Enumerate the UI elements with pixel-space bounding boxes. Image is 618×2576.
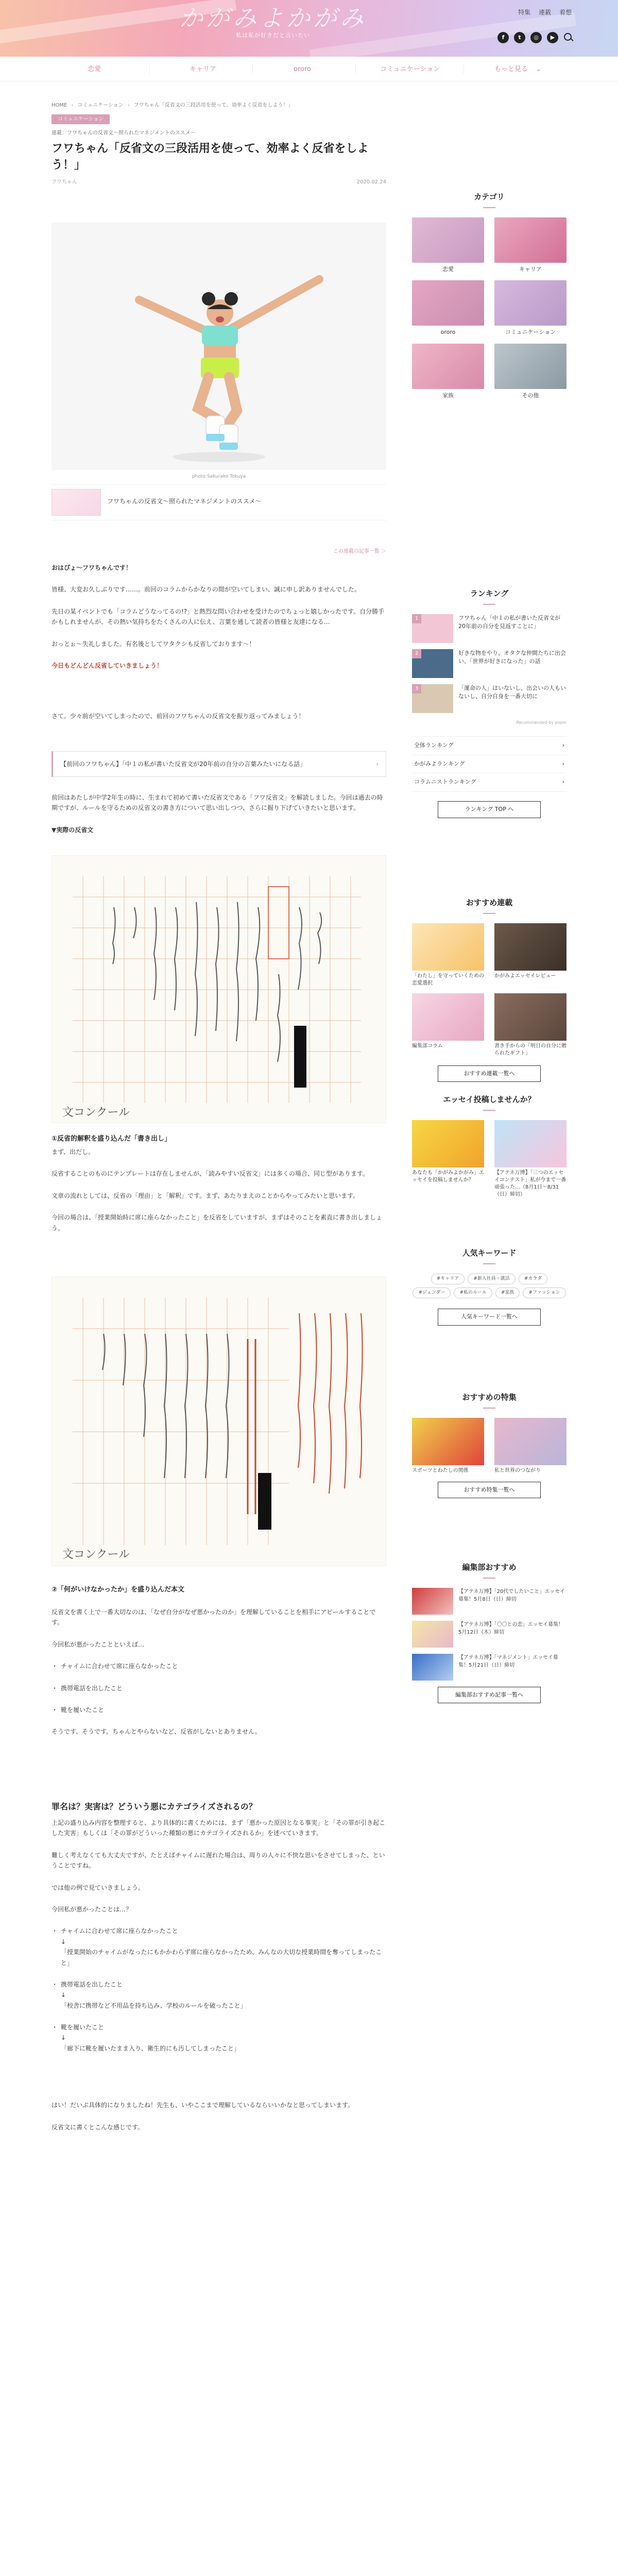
bullet-list bbox=[52, 1926, 386, 2054]
sidebar-heading: ランキング bbox=[412, 587, 566, 605]
ranking-item[interactable]: 2 好きな物をやり、オタクな仲間たちに出会い、「世界が好きになった」の話 bbox=[412, 649, 566, 678]
keyword-chip[interactable]: #カラダ bbox=[519, 1274, 547, 1284]
article-meta bbox=[52, 178, 386, 187]
list-item: ・ チャイムに合わせて席に座らなかったこと bbox=[52, 1661, 386, 1671]
paragraph: 文章の流れとしては、反省の「理由」と「解釈」です。まず、あたりまえのことからやってみたいと思います。 bbox=[52, 1192, 359, 1199]
header-links bbox=[518, 7, 572, 18]
section-heading: ①反省的解釈を盛り込んだ「書き出し」 bbox=[52, 1135, 171, 1143]
article-title: フワちゃん「反省文の三段活用を使って、効率よく反省をしよう！」 bbox=[52, 142, 369, 172]
category-card[interactable]: ororo bbox=[412, 280, 484, 337]
instagram-icon[interactable]: ◎ bbox=[530, 32, 542, 43]
svg-text:文コンクール: 文コンクール bbox=[62, 1106, 130, 1119]
sidebar-recommended-series bbox=[412, 896, 566, 1082]
sidebar-heading: カテゴリ bbox=[412, 191, 566, 208]
sidebar-heading: エッセイ投稿しませんか？ bbox=[412, 1093, 566, 1111]
editor-picks-button[interactable]: 編集部おすすめ記事一覧へ bbox=[438, 1687, 541, 1704]
ranking-item[interactable]: 1 フワちゃん「中１の私が書いた反省文が20年前の自分を見返すことに」 bbox=[412, 614, 566, 643]
author[interactable]: フワちゃん bbox=[52, 179, 77, 185]
ranking-top-button[interactable]: ランキング TOP へ bbox=[438, 801, 541, 818]
site-logo[interactable] bbox=[170, 4, 376, 40]
intro-paragraph: 先日の某イベントでも「コラムどうなってるの!?」と熱烈な問い合わせを受けたのでちょっと嬉しかったです。自分勝手かもしれませんが、その熱い気持ちをたくさんの人に伝え、言葉を通して読者の皆様と友達になる… bbox=[52, 607, 385, 626]
category-card[interactable]: その他 bbox=[494, 344, 566, 401]
section-title: 罪名は？実害は？どういう悪にカテゴライズされるの？ bbox=[52, 1802, 257, 1811]
intro-emphasis: 今日もどんどん反省していきましょう！ bbox=[52, 662, 163, 669]
twitter-icon[interactable]: t bbox=[514, 32, 525, 43]
keyword-chip[interactable]: #ジェンダー bbox=[413, 1287, 451, 1298]
paragraph: 今回私が悪かったことは…？ bbox=[52, 1905, 132, 1913]
category-card[interactable]: コミュニケーション bbox=[494, 280, 566, 337]
nav-item-more[interactable]: もっと見る bbox=[494, 65, 528, 73]
series-card[interactable]: 書き手からの「明日の自分に贈られたギフト」 bbox=[494, 993, 566, 1057]
paragraph: まず、出だし。 bbox=[52, 1148, 95, 1156]
keyword-chip[interactable]: #ファッション bbox=[523, 1287, 565, 1298]
sidebar-heading: 編集部おすすめ bbox=[412, 1561, 566, 1579]
series-list-button[interactable]: おすすめ連載一覧へ bbox=[438, 1065, 541, 1082]
paragraph: では他の例で見ていきましょう。 bbox=[52, 1884, 145, 1891]
youtube-icon[interactable]: ▶ bbox=[547, 32, 558, 43]
keyword-chip[interactable]: #キャリア bbox=[431, 1274, 465, 1284]
sidebar-features bbox=[412, 1391, 566, 1498]
paragraph: さて。少々前が空いてしまったので、前回のフワちゃんの反省文を振り返ってみましょう！ bbox=[52, 713, 305, 720]
essay-image-2 bbox=[52, 1277, 386, 1566]
category-card[interactable]: キャリア bbox=[494, 217, 566, 275]
list-item: ・ 携帯電話を出したこと ↓ 「校舎に携帯など不用品を持ち込み、学校のルールを破ったこと」 bbox=[52, 1979, 386, 2011]
essay-card[interactable]: 【アテネ万博】「三つのエッセイコンテスト」私が今まで一番頑張った…（8月1日〜8/31（日）締切） bbox=[494, 1120, 566, 1198]
paragraph: 反省文に書くとこんな感じです。 bbox=[52, 2123, 144, 2131]
series-list-link[interactable]: この連載の記事一覧 ＞ bbox=[333, 549, 386, 554]
tagline: 私は私が好きだと言いたい bbox=[236, 32, 310, 39]
essay-image-1 bbox=[52, 855, 386, 1123]
paragraph: 今回の場合は、「授業開始時に席に座らなかったこと」を反省をしていますが、まずはそのことを素直に書き出しましょう。 bbox=[52, 1214, 383, 1232]
ranking-tab[interactable]: コラムニストランキング › bbox=[412, 773, 566, 792]
sidebar-heading: 人気キーワード bbox=[412, 1247, 566, 1264]
nav-item-career[interactable]: キャリア bbox=[190, 65, 217, 73]
series-card[interactable]: かがみよエッセイレビュー bbox=[494, 923, 566, 987]
photo-credit: photo:Sakurako Tokuya bbox=[192, 474, 246, 479]
nav-item-love[interactable]: 恋愛 bbox=[88, 65, 101, 73]
chevron-down-icon[interactable]: ⌄ bbox=[536, 65, 541, 73]
keyword-chip[interactable]: #新入社員・就活 bbox=[468, 1274, 516, 1284]
site-header bbox=[0, 0, 618, 57]
breadcrumb: HOME › コミュニケーション › フワちゃん「反省文の三段活用を使って、効率よく反省をしよう！」 bbox=[52, 101, 294, 110]
series-thumbnail bbox=[52, 489, 101, 516]
hero-image bbox=[52, 223, 386, 470]
header-link-feature[interactable]: 特集 bbox=[518, 9, 530, 16]
intro-paragraph: おっとぉ〜失礼しました。有名後としてワタクシも反省しております〜！ bbox=[52, 640, 255, 648]
related-series-box[interactable] bbox=[52, 484, 386, 520]
series-card[interactable]: 編集部コラム bbox=[412, 993, 484, 1057]
ranking-tab[interactable]: かがみよランキング › bbox=[412, 755, 566, 774]
sidebar-editor-picks bbox=[412, 1561, 566, 1703]
category-card[interactable]: 恋愛 bbox=[412, 217, 484, 275]
category-tag[interactable]: コミュニケーション bbox=[52, 114, 110, 124]
breadcrumb-home[interactable]: HOME bbox=[52, 103, 67, 108]
feature-card[interactable]: スポーツとわたしの関係 bbox=[412, 1418, 484, 1475]
essay-card[interactable]: あなたも「かがみよかがみ」エッセイを投稿しませんか？ bbox=[412, 1120, 484, 1198]
keyword-chip[interactable]: #私のルール bbox=[454, 1287, 492, 1298]
bullet-list bbox=[52, 1661, 386, 1715]
editor-pick-item[interactable]: 【アテネ万博】「〇〇との恋」エッセイ募集！5月12日（木）締切 bbox=[412, 1621, 566, 1648]
ranking-tab[interactable]: 全体ランキング › bbox=[412, 737, 566, 755]
sidebar-ranking bbox=[412, 587, 566, 818]
search-icon[interactable] bbox=[563, 32, 574, 43]
feature-card[interactable]: 私と世界のつながり bbox=[494, 1418, 566, 1475]
sidebar-heading: おすすめ連載 bbox=[412, 896, 566, 914]
powered-by[interactable]: Recommended by popIn bbox=[516, 720, 566, 725]
header-link-idea[interactable]: 着想 bbox=[559, 9, 572, 16]
social-icons bbox=[497, 32, 574, 43]
previous-article-link[interactable] bbox=[52, 751, 386, 777]
feature-list-button[interactable]: おすすめ特集一覧へ bbox=[438, 1482, 541, 1499]
series-card[interactable]: 「わたし」を守っていくための恋愛選択 bbox=[412, 923, 484, 987]
header-link-series[interactable]: 連載 bbox=[538, 9, 551, 16]
nav-item-body[interactable]: ororo bbox=[294, 65, 311, 73]
list-item: ・ 靴を履いたこと bbox=[52, 1705, 386, 1715]
article-header bbox=[52, 113, 386, 187]
paragraph: はい！だいぶ具体的になりましたね！先生も、いやここまで理解しているならいいかなと思ってしまいます。 bbox=[52, 2102, 354, 2109]
section-heading: ②「何がいけなかったか」を盛り込んだ本文 bbox=[52, 1586, 185, 1594]
image-label: ▼実際の反省文 bbox=[52, 826, 94, 834]
svg-text:文コンクール: 文コンクール bbox=[62, 1548, 130, 1561]
facebook-icon[interactable]: f bbox=[497, 32, 509, 43]
paragraph: 今回私が悪かったことといえば… bbox=[52, 1640, 145, 1648]
paragraph: そうです、そうです。ちゃんとやらないなど、反省がしないとありません。 bbox=[52, 1728, 261, 1736]
series-label[interactable]: 連載：フワちゃんの反省文〜照られたマネジメントのススメ〜 bbox=[52, 130, 196, 137]
previous-article-title: 【前回のフワちゃん】「中１の私が書いた反省文が20年前の自分の言葉みたいになる話」 bbox=[60, 760, 306, 768]
editor-pick-item[interactable]: 【アテネ万博】「マネジメント」エッセイ募集！5月21日（日）締切 bbox=[412, 1654, 566, 1681]
keyword-list-button[interactable]: 人気キーワード一覧へ bbox=[438, 1309, 541, 1326]
date: 2020.02.24 bbox=[356, 179, 386, 185]
paragraph: 難しく考えなくても大丈夫ですが、たとえばチャイムに遅れた場合は、周りの人々に不快な思いをさせてしまった、ということですね。 bbox=[52, 1851, 385, 1870]
sidebar-heading: おすすめの特集 bbox=[412, 1391, 566, 1409]
chevron-right-icon: › bbox=[376, 760, 379, 768]
paragraph: 上記の盛り込み内容を整理すると、より具体的に書くためには、まず「悪かった原因となる事実」と「その罪が引き起こした実害」もしくは「その罪がどういった種類の悪にカテゴライズされるか」を述べていきます。 bbox=[52, 1819, 386, 1837]
keyword-chip[interactable]: #家族 bbox=[495, 1287, 520, 1298]
intro-heading: おはぴょ〜フワちゃんです！ bbox=[52, 564, 132, 571]
category-card[interactable]: 家族 bbox=[412, 344, 484, 401]
paragraph: 反省文を書く上で一番大切なのは、「なぜ自分がなぜ悪かったのか」を理解していることを相手にアピールすることです。 bbox=[52, 1608, 376, 1626]
logo-text: かがみよかがみ bbox=[179, 4, 367, 32]
editor-pick-item[interactable]: 【アテネ万博】「20代でしたいこと」エッセイ募集！5月8日（日）締切 bbox=[412, 1588, 566, 1615]
list-item: ・ 携帯電話を出したこと bbox=[52, 1683, 386, 1693]
sidebar-essay-cta bbox=[412, 1093, 566, 1198]
ranking-item[interactable]: 3 「運命の人」はいないし、出会いの人もいないし、自分自身を一番大切に bbox=[412, 684, 566, 713]
paragraph: 反省することのものにテンプレートは存在しませんが、「読みやすい反省文」には多くの場合、同じ型があります。 bbox=[52, 1170, 369, 1178]
list-item: ・ 靴を履いたこと ↓ 「廊下に靴を履いたまま入り、衛生的にも汚してしまったこと」 bbox=[52, 2022, 386, 2054]
sidebar-keywords bbox=[412, 1247, 566, 1326]
intro-paragraph: 皆様、大変お久しぶりです……。前回のコラムからかなりの間が空いてしまい、誠に申し訳ありませんでした。 bbox=[52, 586, 360, 594]
breadcrumb-current: フワちゃん「反省文の三段活用を使って、効率よく反省をしよう！」 bbox=[133, 103, 294, 108]
paragraph: 前回はあたしが中学2年生の時に、生まれて初めて書いた反省文である「フワ反省文」を解読しました。今回は過去の時期ですが、ルールを守るための反省文の書き方について思い出しつつ、さらに掘り下げていきたいと思います。 bbox=[52, 794, 383, 812]
related-series-title[interactable]: フワちゃんの反省文〜照られたマネジメントのススメ〜 bbox=[107, 498, 262, 505]
list-item: ・ チャイムに合わせて席に座らなかったこと ↓ 「授業開始のチャイムがなったにもかかわらず席に座らなかったため、みんなの大切な授業時間を奪ってしまったこと」 bbox=[52, 1926, 386, 1968]
breadcrumb-category[interactable]: コミュニケーション bbox=[77, 103, 124, 108]
global-nav bbox=[0, 57, 618, 81]
sidebar-categories bbox=[412, 191, 566, 401]
nav-item-communication[interactable]: コミュニケーション bbox=[380, 65, 440, 73]
